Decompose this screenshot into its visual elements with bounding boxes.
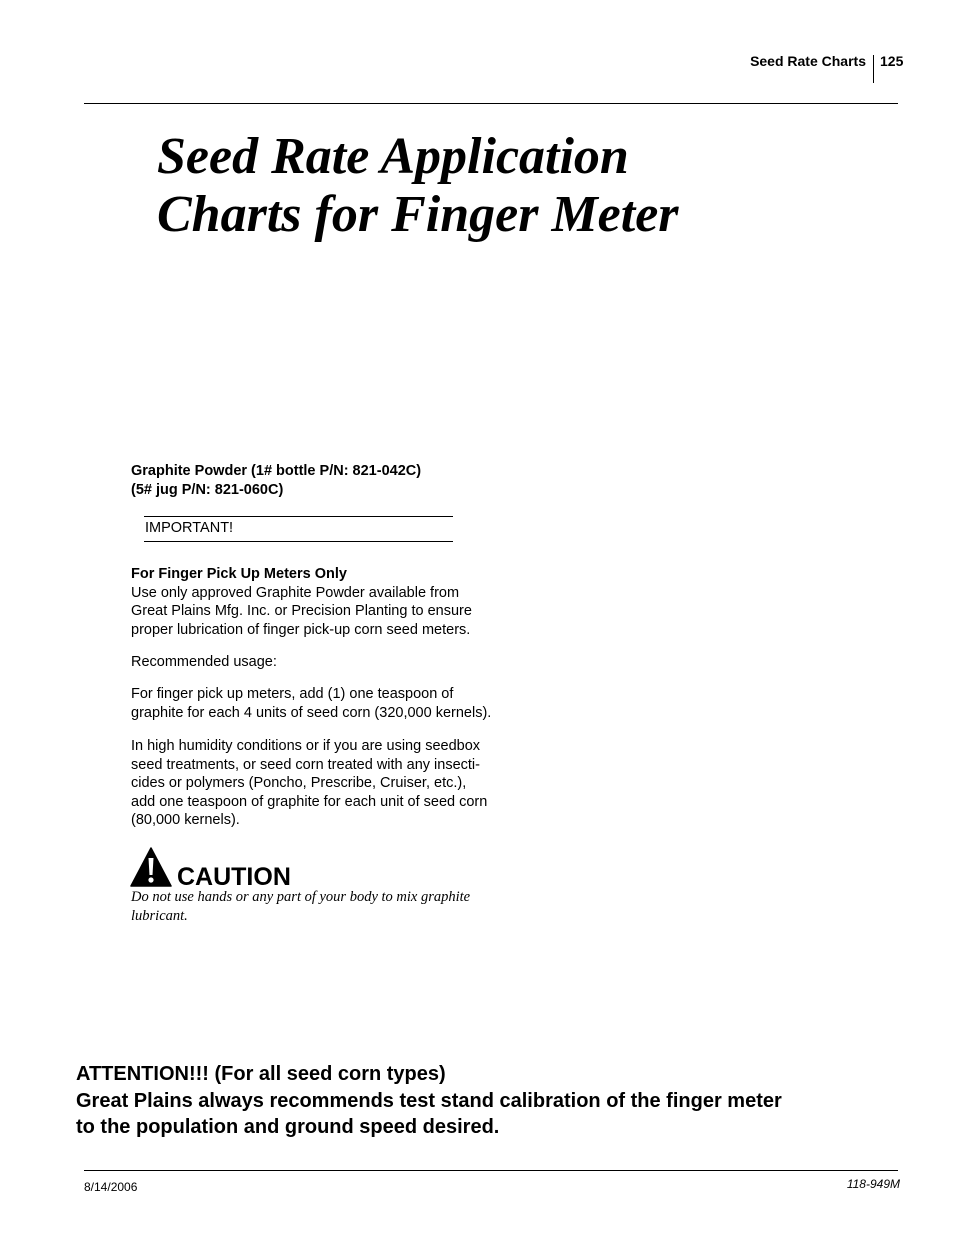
warning-triangle-icon bbox=[130, 847, 172, 887]
recommended-usage: Recommended usage: bbox=[131, 654, 277, 670]
usage-paragraph-humidity bbox=[131, 737, 516, 830]
graphite-part-numbers bbox=[131, 462, 511, 499]
paragraph-line: add one teaspoon of graphite for each unit of seed corn bbox=[131, 793, 488, 810]
footer-date: 8/14/2006 bbox=[84, 1180, 138, 1194]
footer-doc-number: 118-949M bbox=[846, 1177, 900, 1191]
finger-pickup-line: proper lubrication of finger pick-up corn seed meters. bbox=[131, 621, 471, 638]
graphite-line: (5# jug P/N: 821-060C) bbox=[131, 481, 284, 498]
caution-message bbox=[131, 888, 511, 926]
page-title-line: Charts for Finger Meter bbox=[157, 186, 679, 243]
important-label: IMPORTANT! bbox=[145, 520, 234, 536]
graphite-line: Graphite Powder (1# bottle P/N: 821-042C) bbox=[131, 463, 422, 479]
finger-pickup-section bbox=[131, 565, 516, 639]
caution-line: lubricant. bbox=[131, 908, 188, 924]
attention-line: Great Plains always recommends test stand calibration of the finger meter bbox=[76, 1089, 782, 1112]
finger-pickup-heading: For Finger Pick Up Meters Only bbox=[131, 566, 347, 582]
caution-label: CAUTION bbox=[177, 863, 291, 891]
page-title bbox=[157, 128, 877, 244]
attention-notice bbox=[76, 1061, 876, 1141]
paragraph-line: cides or polymers (Poncho, Prescribe, Cruiser, etc.), bbox=[131, 775, 467, 791]
finger-pickup-line: Great Plains Mfg. Inc. or Precision Planting to ensure bbox=[131, 603, 472, 619]
attention-line: ATTENTION!!! (For all seed corn types) bbox=[76, 1063, 446, 1085]
usage-paragraph-standard bbox=[131, 685, 516, 722]
paragraph-line: (80,000 kernels). bbox=[131, 812, 240, 828]
header-divider bbox=[873, 55, 874, 83]
page-number: 125 bbox=[880, 53, 904, 69]
page-title-line: Seed Rate Application bbox=[157, 128, 629, 185]
finger-pickup-line: Use only approved Graphite Powder available from bbox=[131, 584, 460, 601]
paragraph-line: graphite for each 4 units of seed corn (320,000 kernels). bbox=[131, 704, 492, 721]
important-box bbox=[144, 516, 453, 542]
paragraph-line: seed treatments, or seed corn treated with any insecti- bbox=[131, 756, 480, 773]
paragraph-line: For finger pick up meters, add (1) one teaspoon of bbox=[131, 686, 454, 702]
paragraph-line: In high humidity conditions or if you are using seedbox bbox=[131, 738, 481, 754]
header-rule bbox=[84, 103, 898, 104]
running-header-section: Seed Rate Charts bbox=[750, 53, 866, 69]
footer-rule bbox=[84, 1170, 898, 1171]
attention-line: to the population and ground speed desired. bbox=[76, 1116, 500, 1138]
caution-line: Do not use hands or any part of your body to mix graphite bbox=[131, 889, 471, 905]
